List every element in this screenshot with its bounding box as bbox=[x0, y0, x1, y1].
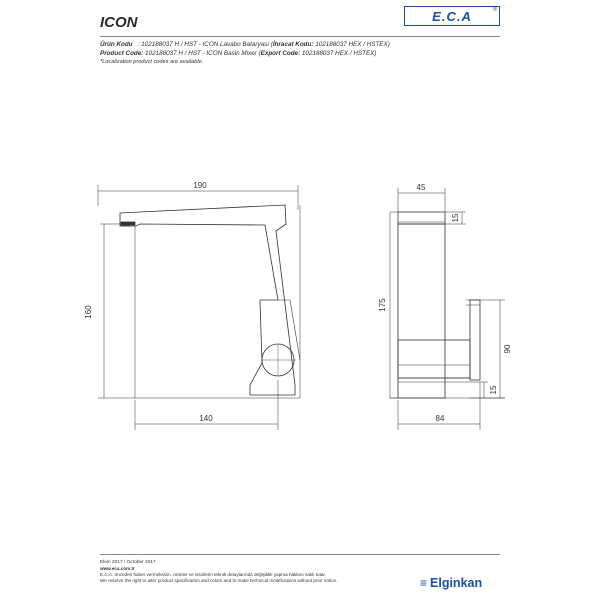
elginkan-mark-icon: ≡ bbox=[420, 576, 428, 590]
export-code-label-tr: İhracat Kodu: bbox=[272, 41, 314, 48]
export-code-label-en: Export Code: bbox=[260, 49, 301, 57]
product-code-value-en: 102188037 H / HST - ICON Basin Mixer ( bbox=[143, 49, 261, 57]
elginkan-name: Elginkan bbox=[430, 576, 483, 590]
footer-divider bbox=[100, 554, 500, 555]
localization-note: *Localization product codes are available. bbox=[100, 59, 204, 66]
dim-side-top: 45 bbox=[416, 183, 426, 192]
elginkan-logo bbox=[420, 576, 482, 590]
dim-front-base: 140 bbox=[199, 414, 213, 423]
footer-disclaimer-en: We reserve the right to alter product specification and colors and to make technical modifications without prior notice. bbox=[100, 578, 338, 583]
dim-side-spout: 15 bbox=[451, 213, 460, 223]
dim-front-width: 190 bbox=[193, 181, 207, 190]
dim-side-base: 84 bbox=[435, 414, 445, 423]
product-code-value-tr: : 102188037 H / HST - ICON Lavabo Bataryası ( bbox=[137, 41, 273, 48]
product-code-label-tr: Ürün Kodu bbox=[100, 41, 133, 48]
side-view bbox=[390, 188, 505, 430]
logo-text: E.C.A bbox=[432, 8, 472, 24]
dim-side-mid: 90 bbox=[503, 344, 512, 354]
export-code-value-tr: 102188037 HEX / HSTEX) bbox=[313, 41, 390, 48]
page-title: ICON bbox=[100, 14, 138, 31]
footer-disclaimer-tr: E.C.A. önceden haber vermeksizin, ürünler ve ürünlerin teknik detaylarında değişiklik yapma hakkını saklı tutar. bbox=[100, 572, 326, 577]
footer bbox=[100, 560, 337, 584]
dim-side-height: 175 bbox=[378, 298, 387, 312]
footer-website[interactable]: www.eca.com.tr bbox=[100, 566, 135, 571]
front-view bbox=[98, 185, 300, 430]
registered-mark: ® bbox=[492, 7, 497, 13]
dim-side-bottom: 15 bbox=[489, 385, 498, 395]
product-code-label-en: Product Code: bbox=[100, 49, 144, 57]
footer-date: Ekim 2017 / October 2017 bbox=[100, 560, 156, 565]
dim-front-height: 160 bbox=[84, 305, 93, 319]
export-code-value-en: 102188037 HEX / HSTEX) bbox=[300, 49, 377, 57]
